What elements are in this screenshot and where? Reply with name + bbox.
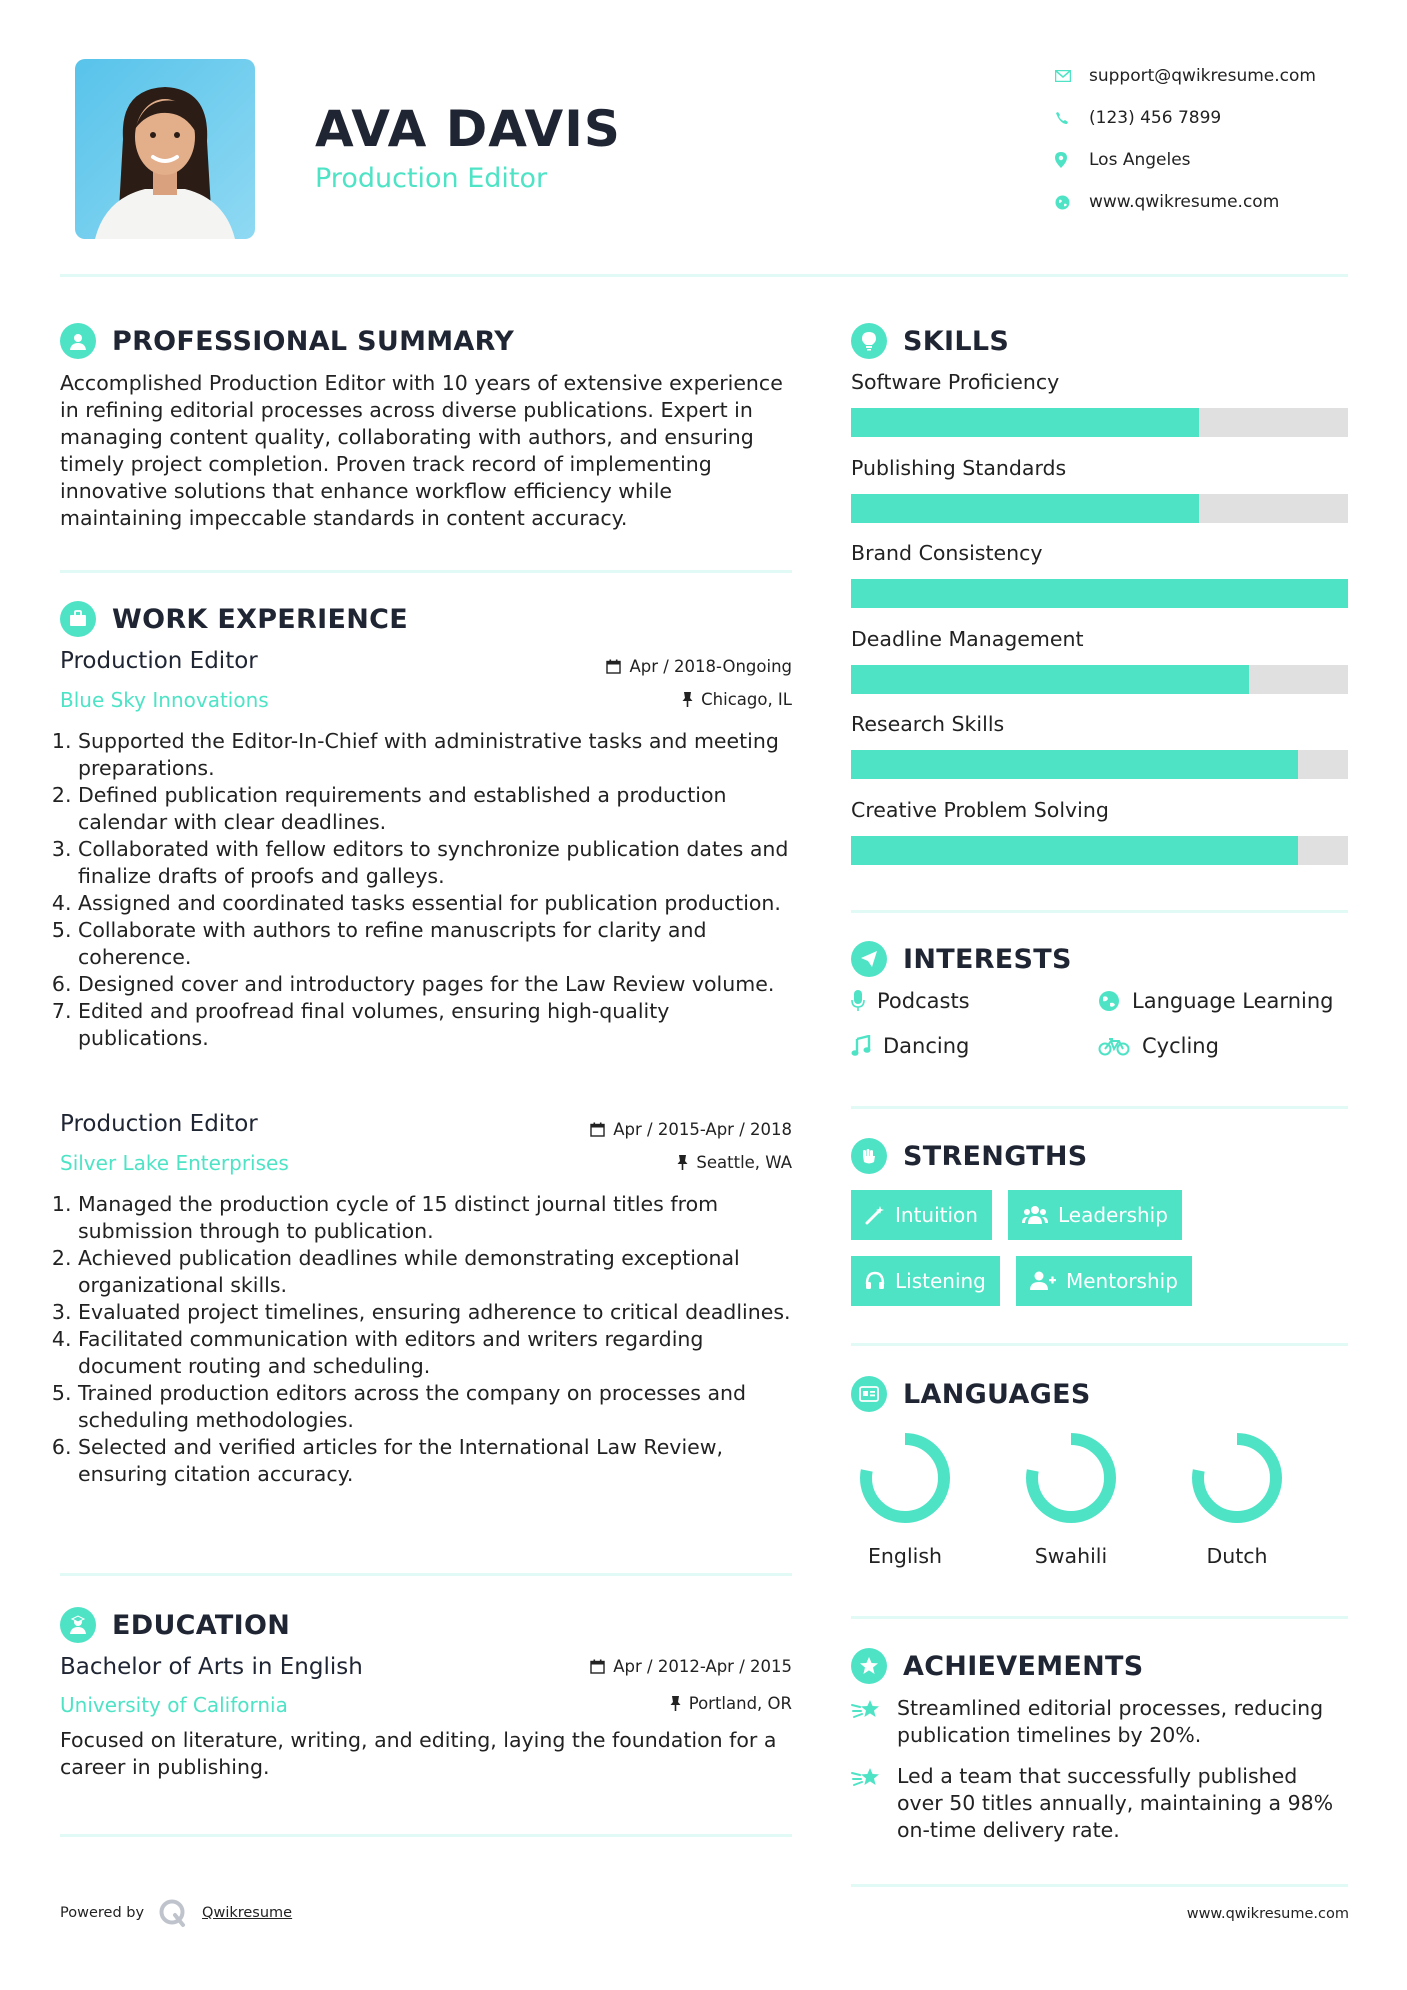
education-title: EDUCATION	[112, 1609, 291, 1641]
globe-icon	[1055, 195, 1089, 210]
contact-location	[1055, 139, 1375, 181]
summary-line: managing content quality, collaborating with authors, and ensuring	[60, 425, 754, 449]
achievements-divider	[851, 1884, 1348, 1887]
interest-label: Cycling	[1142, 1034, 1219, 1058]
job-company: Silver Lake Enterprises	[60, 1151, 289, 1175]
job-location-text: Chicago, IL	[701, 690, 792, 709]
calendar-icon	[590, 1659, 605, 1674]
skill-label: Publishing Standards	[851, 455, 1067, 480]
map-pin-icon	[1055, 152, 1089, 168]
interests-title: INTERESTS	[903, 943, 1072, 975]
job-duty: 4. Facilitated communication with editors and writers regarding document routing and scheduling.	[78, 1326, 795, 1380]
summary-title: PROFESSIONAL SUMMARY	[112, 325, 515, 357]
header-divider	[60, 274, 1348, 277]
job-location	[500, 690, 792, 709]
skills-heading	[851, 323, 1009, 359]
profile-photo	[75, 59, 255, 239]
skill-label: Creative Problem Solving	[851, 797, 1109, 822]
profile-photo-image	[75, 59, 255, 239]
strength-label: Mentorship	[1066, 1269, 1178, 1293]
user-icon	[60, 323, 96, 359]
job-dates-text: Apr / 2018-Ongoing	[629, 657, 792, 676]
strength-chip	[1016, 1256, 1192, 1306]
job-location	[500, 1153, 792, 1172]
contact-website	[1055, 181, 1375, 223]
skill-bar-fill	[851, 665, 1249, 694]
contact-website-text[interactable]: www.qwikresume.com	[1089, 192, 1280, 212]
strengths-title: STRENGTHS	[903, 1140, 1088, 1172]
strength-label: Leadership	[1058, 1203, 1168, 1227]
job-duty: 7. Edited and proofread final volumes, ensuring high-quality publications.	[78, 998, 795, 1052]
qwikresume-link[interactable]: Qwikresume	[202, 1905, 293, 1921]
job-duties	[60, 1191, 795, 1488]
contact-phone-text: (123) 456 7899	[1089, 108, 1222, 128]
fist-icon	[851, 1138, 887, 1174]
pushpin-icon	[682, 692, 693, 707]
job-dates-text: Apr / 2015-Apr / 2018	[613, 1120, 792, 1139]
language-ring-arc	[1032, 1439, 1110, 1517]
skill-bar	[851, 836, 1348, 865]
graduate-icon	[60, 1607, 96, 1643]
strength-label: Intuition	[895, 1203, 978, 1227]
candidate-role: Production Editor	[315, 163, 548, 194]
job-duty: 4. Assigned and coordinated tasks essential for publication production.	[78, 890, 795, 917]
users-icon	[1022, 1205, 1048, 1225]
globe-icon	[1098, 990, 1120, 1012]
achievement-line: Streamlined editorial processes, reducing	[897, 1696, 1324, 1720]
skill-bar	[851, 494, 1348, 523]
education-divider	[60, 1834, 792, 1837]
job-duty: 3. Collaborated with fellow editors to synchronize publication dates and finalize drafts of proofs and galleys.	[78, 836, 795, 890]
pushpin-icon	[677, 1155, 688, 1170]
achievement-line: Led a team that successfully published	[897, 1764, 1298, 1788]
experience-divider	[60, 1573, 792, 1576]
footer-powered	[60, 1898, 292, 1928]
achievement-line: over 50 titles annually, maintaining a 98%	[897, 1791, 1334, 1815]
lightbulb-icon	[851, 323, 887, 359]
footer-website[interactable]: www.qwikresume.com	[1186, 1906, 1349, 1922]
contact-location-text: Los Angeles	[1089, 150, 1191, 170]
education-heading	[60, 1607, 290, 1643]
experience-heading	[60, 601, 408, 637]
achievement-line: publication timelines by 20%.	[897, 1723, 1202, 1747]
skill-bar-fill	[851, 579, 1348, 608]
summary-line: in refining editorial processes across diverse publications. Expert in	[60, 398, 753, 422]
headphones-icon	[865, 1271, 885, 1291]
contact-email-text[interactable]: support@qwikresume.com	[1089, 66, 1316, 86]
envelope-icon	[1055, 70, 1089, 82]
achievements-title: ACHIEVEMENTS	[903, 1650, 1144, 1682]
interest-item	[1098, 989, 1333, 1013]
job-duty: 2. Defined publication requirements and established a production calendar with clear deadlines.	[78, 782, 795, 836]
job-title: Production Editor	[60, 648, 258, 674]
skill-bar	[851, 665, 1348, 694]
interest-item	[851, 1034, 969, 1058]
language-ring	[1025, 1432, 1117, 1524]
strengths-heading	[851, 1138, 1088, 1174]
skill-bar	[851, 579, 1348, 608]
skill-label: Deadline Management	[851, 626, 1084, 651]
id-card-icon	[851, 1376, 887, 1412]
contact-info	[1055, 55, 1375, 223]
summary-line: innovative solutions that enhance workflow efficiency while	[60, 479, 673, 503]
summary-line: Accomplished Production Editor with 10 years of extensive experience	[60, 371, 783, 395]
briefcase-icon	[60, 601, 96, 637]
language-ring	[1191, 1432, 1283, 1524]
interest-label: Dancing	[883, 1034, 970, 1058]
summary-divider	[60, 570, 792, 573]
achievement-item	[851, 1695, 1348, 1749]
language-ring-arc	[866, 1439, 944, 1517]
achievement-line: on-time delivery rate.	[897, 1818, 1120, 1842]
strength-chip	[1008, 1190, 1182, 1240]
skills-divider	[851, 910, 1348, 913]
summary-heading	[60, 323, 514, 359]
microphone-icon	[851, 990, 865, 1012]
languages-title: LANGUAGES	[903, 1378, 1091, 1410]
job-company: Blue Sky Innovations	[60, 688, 269, 712]
interest-item	[1098, 1034, 1219, 1058]
job-duty: 1. Managed the production cycle of 15 distinct journal titles from submission through to publication.	[78, 1191, 795, 1245]
interest-label: Podcasts	[877, 989, 970, 1013]
paper-plane-icon	[851, 941, 887, 977]
bicycle-icon	[1098, 1036, 1130, 1056]
shooting-star-icon	[851, 1765, 883, 1791]
shooting-star-icon	[851, 1697, 883, 1723]
language-label: Swahili	[1034, 1544, 1108, 1568]
powered-by-text: Powered by	[60, 1905, 145, 1921]
interests-heading	[851, 941, 1072, 977]
contact-email	[1055, 55, 1375, 97]
skill-bar	[851, 750, 1348, 779]
skill-bar-fill	[851, 494, 1199, 523]
job-duty: 3. Evaluated project timelines, ensuring adherence to critical deadlines.	[78, 1299, 795, 1326]
language-ring	[859, 1432, 951, 1524]
education-location	[500, 1694, 792, 1713]
language-label: English	[867, 1544, 943, 1568]
language-ring-arc	[1198, 1439, 1276, 1517]
languages-heading	[851, 1376, 1091, 1412]
summary-line: timely project completion. Proven track record of implementing	[60, 452, 712, 476]
interest-label: Language Learning	[1132, 989, 1334, 1013]
job-duties	[60, 728, 795, 1052]
strength-chip	[851, 1190, 992, 1240]
job-duty: 6. Designed cover and introductory pages for the Law Review volume.	[78, 971, 795, 998]
qwikresume-logo-icon	[158, 1898, 188, 1928]
star-icon	[851, 1648, 887, 1684]
user-plus-icon	[1030, 1271, 1056, 1291]
skill-label: Research Skills	[851, 712, 1005, 736]
job-dates	[500, 1120, 792, 1139]
strength-label: Listening	[895, 1269, 986, 1293]
language-label: Dutch	[1206, 1544, 1268, 1568]
strengths-divider	[851, 1343, 1348, 1346]
contact-phone	[1055, 97, 1375, 139]
skill-bar-fill	[851, 836, 1298, 865]
skill-bar	[851, 408, 1348, 437]
interest-item	[851, 989, 970, 1013]
job-location-text: Seattle, WA	[696, 1153, 792, 1172]
job-duty: 1. Supported the Editor-In-Chief with administrative tasks and meeting preparations.	[78, 728, 795, 782]
job-dates	[500, 657, 792, 676]
experience-title: WORK EXPERIENCE	[112, 603, 408, 635]
education-dates	[500, 1657, 792, 1676]
skills-title: SKILLS	[903, 325, 1010, 357]
calendar-icon	[590, 1122, 605, 1137]
education-line: career in publishing.	[60, 1755, 270, 1779]
magic-wand-icon	[865, 1205, 885, 1225]
education-line: Focused on literature, writing, and editing, laying the foundation for a	[60, 1728, 777, 1752]
skill-label: Brand Consistency	[851, 541, 1043, 565]
phone-icon	[1055, 111, 1089, 125]
skill-label: Software Proficiency	[851, 370, 1060, 394]
summary-line: maintaining impeccable standards in content accuracy.	[60, 506, 628, 530]
education-location-text: Portland, OR	[688, 1694, 792, 1713]
music-note-icon	[851, 1035, 871, 1057]
strength-chip	[851, 1256, 1000, 1306]
education-dates-text: Apr / 2012-Apr / 2015	[613, 1657, 792, 1676]
achievement-item	[851, 1763, 1348, 1844]
summary-text	[60, 370, 800, 532]
languages-divider	[851, 1616, 1348, 1619]
skill-bar-fill	[851, 750, 1298, 779]
school-name: University of California	[60, 1693, 288, 1717]
job-duty: 2. Achieved publication deadlines while demonstrating exceptional organizational skills.	[78, 1245, 795, 1299]
calendar-icon	[606, 659, 621, 674]
skill-bar-fill	[851, 408, 1199, 437]
pushpin-icon	[670, 1696, 681, 1711]
achievements-heading	[851, 1648, 1144, 1684]
job-duty: 5. Collaborate with authors to refine manuscripts for clarity and coherence.	[78, 917, 795, 971]
job-duty: 6. Selected and verified articles for the International Law Review, ensuring citation accuracy.	[78, 1434, 795, 1488]
education-description	[60, 1727, 800, 1781]
degree-title: Bachelor of Arts in English	[60, 1654, 363, 1680]
candidate-name: AVA DAVIS	[315, 100, 621, 158]
job-title: Production Editor	[60, 1111, 258, 1137]
job-duty: 5. Trained production editors across the company on processes and scheduling methodologies.	[78, 1380, 795, 1434]
interests-divider	[851, 1106, 1348, 1109]
